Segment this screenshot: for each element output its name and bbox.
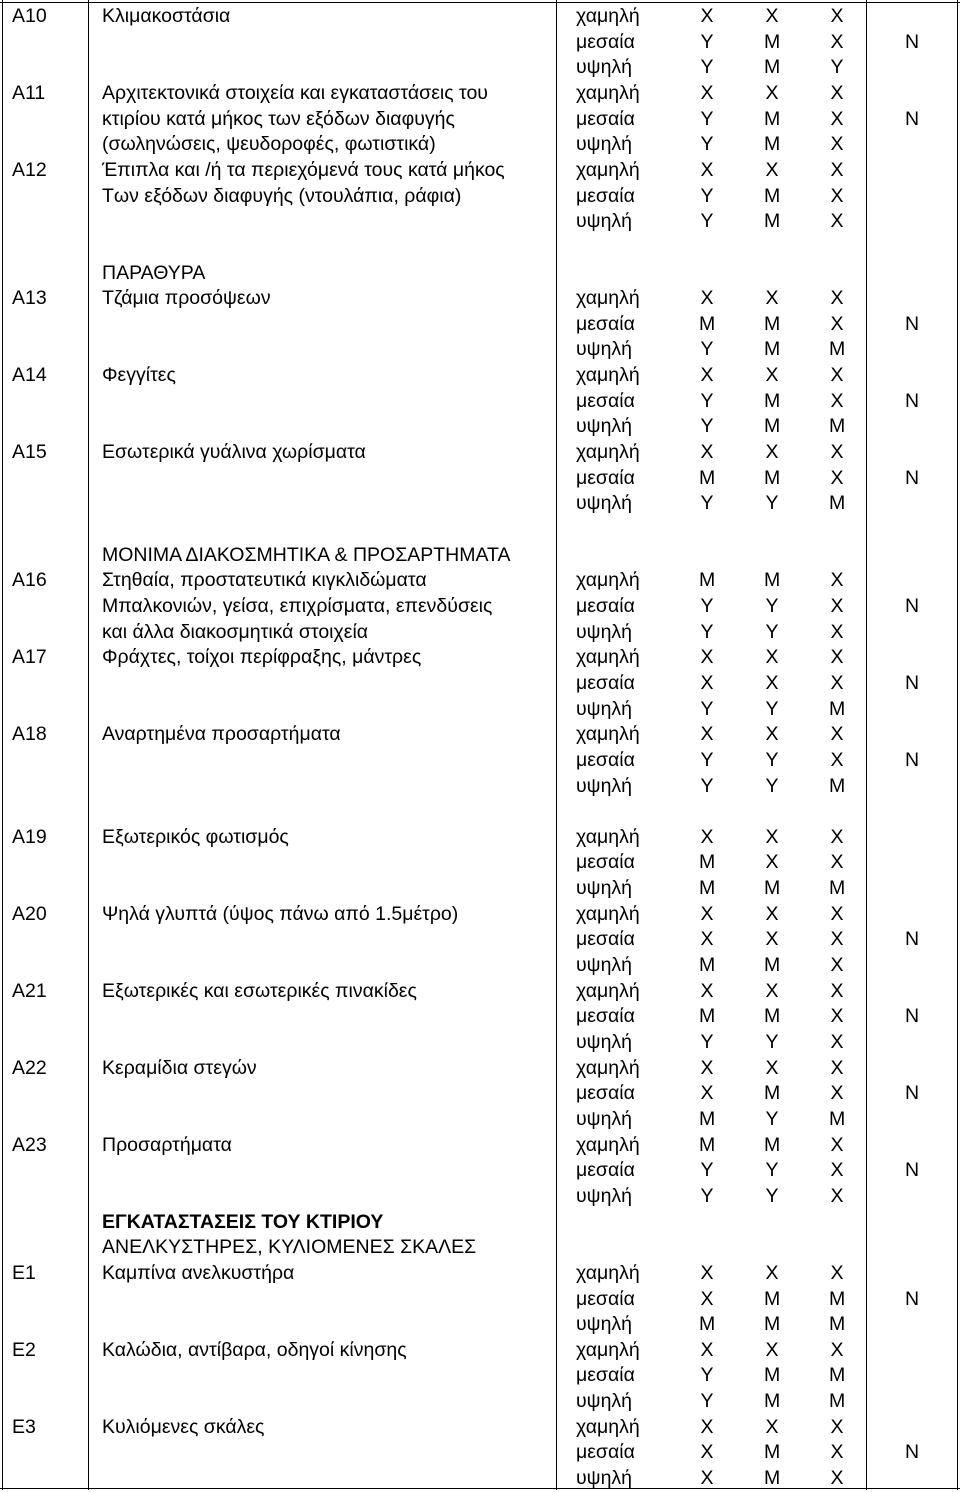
row-rating-1: X [700, 1261, 714, 1284]
row-rating-2: M [764, 210, 781, 233]
row-level: μεσαία [576, 1005, 635, 1028]
row-rating-2: M [764, 1287, 781, 1310]
row-rating-1: X [700, 825, 714, 848]
row-rating-2: X [765, 723, 779, 746]
row-rating-2: Y [765, 748, 779, 771]
row-level: υψηλή [576, 1107, 633, 1130]
row-rating-2: X [765, 364, 779, 387]
row-rating-2: X [765, 5, 779, 27]
row-rating-2: M [764, 184, 781, 207]
row-overall-rating: N [904, 1287, 920, 1310]
row-description: Τζάμια προσόψεων [102, 287, 271, 310]
row-level: υψηλή [576, 133, 633, 156]
row-level: μεσαία [576, 851, 635, 874]
row-rating-3: X [830, 1056, 844, 1079]
row-rating-3: M [829, 1107, 846, 1130]
row-code: E2 [12, 1338, 36, 1361]
row-rating-1: X [700, 979, 714, 1002]
row-rating-3: M [829, 1390, 846, 1413]
row-description: (σωληνώσεις, ψευδοροφές, φωτιστικά) [102, 133, 436, 156]
row-rating-3: X [830, 569, 844, 592]
row-rating-2: M [764, 56, 781, 79]
row-code: A21 [12, 979, 47, 1002]
row-level: μεσαία [576, 312, 635, 335]
row-level: χαμηλή [576, 902, 640, 925]
row-level: μεσαία [576, 389, 635, 412]
row-rating-2: Y [765, 594, 779, 617]
row-rating-2: X [765, 646, 779, 669]
row-rating-3: M [829, 415, 846, 438]
row-rating-2: M [764, 133, 781, 156]
row-rating-3: M [829, 1287, 846, 1310]
row-rating-1: Y [700, 620, 714, 643]
row-level: υψηλή [576, 697, 633, 720]
row-level: υψηλή [576, 774, 633, 797]
row-rating-3: X [830, 30, 844, 53]
row-rating-2: M [764, 877, 781, 900]
row-level: χαμηλή [576, 825, 640, 848]
row-rating-3: X [830, 954, 844, 977]
row-description: Κλιμακοστάσια [102, 5, 231, 27]
row-rating-3: X [830, 1184, 844, 1207]
row-rating-3: X [830, 1338, 844, 1361]
row-level: υψηλή [576, 56, 633, 79]
row-rating-2: Y [765, 1184, 779, 1207]
row-rating-2: M [764, 1005, 781, 1028]
row-overall-rating: N [904, 748, 920, 771]
row-rating-1: X [700, 1287, 714, 1310]
row-level: μεσαία [576, 184, 635, 207]
row-level: υψηλή [576, 338, 633, 361]
row-rating-1: M [699, 1133, 716, 1156]
row-rating-1: Y [700, 774, 714, 797]
row-rating-3: X [830, 594, 844, 617]
row-rating-2: M [764, 415, 781, 438]
row-description: και άλλα διακοσμητικά στοιχεία [102, 620, 369, 643]
row-level: χαμηλή [576, 569, 640, 592]
row-rating-1: Y [700, 697, 714, 720]
row-rating-2: M [764, 954, 781, 977]
row-rating-3: X [830, 210, 844, 233]
row-rating-1: X [700, 671, 714, 694]
row-overall-rating: N [904, 466, 920, 489]
row-rating-2: M [764, 312, 781, 335]
row-rating-2: X [765, 1056, 779, 1079]
row-rating-2: M [764, 1313, 781, 1336]
row-rating-3: M [829, 1364, 846, 1387]
row-level: υψηλή [576, 1390, 633, 1413]
row-description: ΕΓΚΑΤΑΣΤΑΣΕΙΣ ΤΟΥ ΚΤΙΡΙΟΥ [102, 1210, 384, 1233]
row-rating-3: X [830, 107, 844, 130]
row-rating-3: X [830, 1415, 844, 1438]
row-rating-3: M [829, 492, 846, 515]
row-rating-1: Y [700, 415, 714, 438]
row-rating-1: Y [700, 748, 714, 771]
row-description: Αρχιτεκτονικά στοιχεία και εγκαταστάσεις του [102, 81, 488, 104]
row-rating-3: X [830, 979, 844, 1002]
row-rating-3: X [830, 364, 844, 387]
row-code: A11 [12, 81, 46, 104]
row-level: υψηλή [576, 620, 633, 643]
row-rating-2: X [765, 1338, 779, 1361]
row-code: A18 [12, 723, 47, 746]
row-level: μεσαία [576, 466, 635, 489]
row-description: ΜΟΝΙΜΑ ΔΙΑΚΟΣΜΗΤΙΚΑ & ΠΡΟΣΑΡΤΗΜΑΤΑ [102, 543, 511, 566]
row-rating-1: X [700, 1056, 714, 1079]
row-level: μεσαία [576, 671, 635, 694]
row-level: μεσαία [576, 928, 635, 951]
row-rating-1: X [700, 364, 714, 387]
row-description: Φράχτες, τοίχοι περίφραξης, μάντρες [102, 646, 422, 669]
table-column-border [866, 0, 867, 1490]
row-rating-3: X [830, 133, 844, 156]
row-level: μεσαία [576, 1159, 635, 1182]
row-description: Φεγγίτες [102, 364, 176, 387]
row-rating-1: X [700, 1338, 714, 1361]
row-rating-1: Y [700, 1184, 714, 1207]
row-level: χαμηλή [576, 1133, 640, 1156]
row-rating-2: M [764, 338, 781, 361]
row-code: A19 [12, 825, 47, 848]
row-rating-3: X [830, 441, 844, 464]
row-rating-3: X [830, 1005, 844, 1028]
row-rating-1: X [700, 723, 714, 746]
row-rating-2: X [765, 928, 779, 951]
row-rating-1: M [699, 851, 716, 874]
row-code: E1 [12, 1261, 36, 1284]
row-rating-2: M [764, 1441, 781, 1464]
row-rating-2: X [765, 441, 779, 464]
row-description: Προσαρτήματα [102, 1133, 232, 1156]
row-level: υψηλή [576, 1031, 633, 1053]
row-description: Εξωτερικές και εσωτερικές πινακίδες [102, 979, 417, 1002]
row-rating-1: X [700, 5, 714, 27]
row-code: A23 [12, 1133, 47, 1156]
row-level: χαμηλή [576, 287, 640, 310]
row-overall-rating: N [904, 928, 920, 951]
row-level: χαμηλή [576, 441, 640, 464]
row-description: Μπαλκονιών, γείσα, επιχρίσματα, επενδύσεις [102, 594, 493, 617]
row-rating-1: M [699, 569, 716, 592]
row-rating-2: X [765, 1261, 779, 1284]
row-rating-3: X [830, 620, 844, 643]
row-code: A15 [12, 441, 47, 464]
row-level: χαμηλή [576, 1338, 640, 1361]
row-overall-rating: N [904, 1159, 920, 1182]
row-rating-3: M [829, 1313, 846, 1336]
row-rating-2: X [765, 81, 779, 104]
row-rating-2: X [765, 287, 779, 310]
row-rating-1: Y [700, 389, 714, 412]
row-rating-1: X [700, 287, 714, 310]
row-code: A13 [12, 287, 47, 310]
row-rating-2: M [764, 1390, 781, 1413]
row-rating-3: X [830, 748, 844, 771]
row-level: χαμηλή [576, 723, 640, 746]
row-level: μεσαία [576, 1082, 635, 1105]
row-rating-3: X [830, 1441, 844, 1464]
row-overall-rating: N [904, 1441, 920, 1464]
row-rating-3: M [829, 338, 846, 361]
row-rating-2: X [765, 979, 779, 1002]
row-rating-1: M [699, 877, 716, 900]
row-rating-1: X [700, 928, 714, 951]
row-code: A10 [12, 5, 47, 27]
row-rating-2: Y [765, 620, 779, 643]
row-level: μεσαία [576, 30, 635, 53]
row-rating-1: M [699, 954, 716, 977]
row-rating-2: M [764, 569, 781, 592]
row-rating-3: M [829, 697, 846, 720]
table-column-border [88, 0, 89, 1490]
row-rating-1: Y [700, 107, 714, 130]
row-rating-2: Y [765, 492, 779, 515]
row-rating-1: Y [700, 1364, 714, 1387]
row-description: Των εξόδων διαφυγής (ντουλάπια, ράφια) [102, 184, 462, 207]
row-overall-rating: N [904, 389, 920, 412]
row-rating-3: X [830, 1467, 844, 1490]
row-rating-2: M [764, 107, 781, 130]
row-level: υψηλή [576, 210, 633, 233]
row-rating-2: Y [765, 1031, 779, 1053]
row-description: Κεραμίδια στεγών [102, 1056, 257, 1079]
row-code: A17 [12, 646, 47, 669]
row-level: υψηλή [576, 1184, 633, 1207]
row-description: ΠΑΡΑΘΥΡΑ [102, 261, 206, 284]
row-rating-1: X [700, 902, 714, 925]
row-rating-3: X [830, 81, 844, 104]
row-rating-2: Y [765, 774, 779, 797]
row-rating-1: Y [700, 184, 714, 207]
row-rating-1: Y [700, 1159, 714, 1182]
row-description: ΑΝΕΛΚΥΣΤΗΡΕΣ, ΚΥΛΙΟΜΕΝΕΣ ΣΚΑΛΕΣ [102, 1236, 477, 1259]
row-description: Ψηλά γλυπτά (ύψος πάνω από 1.5μέτρο) [102, 902, 459, 925]
row-rating-3: M [829, 774, 846, 797]
table-column-border [957, 0, 958, 1490]
row-description: Αναρτημένα προσαρτήματα [102, 723, 341, 746]
row-rating-2: X [765, 825, 779, 848]
row-rating-3: X [830, 158, 844, 181]
row-rating-1: Y [700, 30, 714, 53]
row-level: υψηλή [576, 1467, 633, 1490]
row-code: A12 [12, 158, 47, 181]
row-rating-3: X [830, 928, 844, 951]
row-rating-1: Y [700, 133, 714, 156]
row-rating-2: M [764, 1133, 781, 1156]
row-overall-rating: N [904, 1005, 920, 1028]
row-level: χαμηλή [576, 1415, 640, 1438]
row-rating-3: X [830, 1082, 844, 1105]
row-rating-1: Y [700, 56, 714, 79]
row-description: Εσωτερικά γυάλινα χωρίσματα [102, 441, 366, 464]
row-rating-2: M [764, 1082, 781, 1105]
row-rating-1: M [699, 1313, 716, 1336]
row-rating-2: M [764, 1364, 781, 1387]
row-rating-2: M [764, 1467, 781, 1490]
row-rating-1: Y [700, 210, 714, 233]
row-rating-3: X [830, 1031, 844, 1053]
row-level: χαμηλή [576, 979, 640, 1002]
row-rating-1: M [699, 1107, 716, 1130]
row-level: μεσαία [576, 748, 635, 771]
row-level: χαμηλή [576, 1056, 640, 1079]
row-description: Εξωτερικός φωτισμός [102, 825, 289, 848]
row-rating-1: Y [700, 492, 714, 515]
row-rating-2: M [764, 466, 781, 489]
row-level: χαμηλή [576, 158, 640, 181]
row-rating-2: X [765, 671, 779, 694]
row-code: A14 [12, 364, 47, 387]
row-rating-3: X [830, 184, 844, 207]
row-code: E3 [12, 1415, 36, 1438]
row-rating-3: Y [830, 56, 844, 79]
table-row-border [0, 2, 960, 3]
row-overall-rating: N [904, 594, 920, 617]
row-rating-3: X [830, 1133, 844, 1156]
row-level: χαμηλή [576, 646, 640, 669]
row-description: Κυλιόμενες σκάλες [102, 1415, 265, 1438]
row-code: A22 [12, 1056, 47, 1079]
row-rating-1: X [700, 1082, 714, 1105]
row-rating-2: M [764, 389, 781, 412]
row-level: υψηλή [576, 415, 633, 438]
row-rating-3: X [830, 312, 844, 335]
table-row-border [0, 1488, 960, 1489]
row-level: μεσαία [576, 1441, 635, 1464]
row-rating-2: Y [765, 697, 779, 720]
row-rating-2: X [765, 851, 779, 874]
row-description: Έπιπλα και /ή τα περιεχόμενά τους κατά μήκος [102, 158, 505, 181]
table-column-border [556, 0, 557, 1490]
row-rating-3: X [830, 1261, 844, 1284]
row-rating-3: X [830, 466, 844, 489]
row-rating-2: Y [765, 1159, 779, 1182]
row-rating-1: X [700, 1441, 714, 1464]
row-level: μεσαία [576, 1287, 635, 1310]
row-rating-2: Y [765, 1107, 779, 1130]
row-rating-1: X [700, 1467, 714, 1490]
row-rating-3: X [830, 5, 844, 27]
row-rating-3: X [830, 902, 844, 925]
table-column-border [2, 0, 3, 1490]
row-rating-2: X [765, 158, 779, 181]
row-level: χαμηλή [576, 5, 640, 27]
row-overall-rating: N [904, 312, 920, 335]
row-description: Καλώδια, αντίβαρα, οδηγοί κίνησης [102, 1338, 407, 1361]
row-level: χαμηλή [576, 1261, 640, 1284]
row-rating-3: X [830, 646, 844, 669]
row-rating-3: X [830, 287, 844, 310]
row-rating-3: X [830, 671, 844, 694]
row-rating-1: Y [700, 1390, 714, 1413]
row-description: κτιρίου κατά μήκος των εξόδων διαφυγής [102, 107, 455, 130]
row-rating-1: X [700, 1415, 714, 1438]
row-level: χαμηλή [576, 364, 640, 387]
row-overall-rating: N [904, 30, 920, 53]
row-rating-1: M [699, 466, 716, 489]
row-level: χαμηλή [576, 81, 640, 104]
row-rating-3: M [829, 877, 846, 900]
row-rating-1: M [699, 1005, 716, 1028]
row-level: μεσαία [576, 107, 635, 130]
row-rating-2: X [765, 1415, 779, 1438]
row-rating-3: X [830, 825, 844, 848]
row-rating-3: X [830, 851, 844, 874]
row-rating-1: X [700, 441, 714, 464]
row-rating-1: X [700, 81, 714, 104]
row-description: Στηθαία, προστατευτικά κιγκλιδώματα [102, 569, 427, 592]
row-level: μεσαία [576, 594, 635, 617]
row-description: Καμπίνα ανελκυστήρα [102, 1261, 295, 1284]
row-overall-rating: N [904, 671, 920, 694]
row-rating-1: X [700, 646, 714, 669]
row-overall-rating: N [904, 1082, 920, 1105]
row-code: A20 [12, 902, 47, 925]
row-rating-3: X [830, 1159, 844, 1182]
row-overall-rating: N [904, 107, 920, 130]
row-rating-1: X [700, 158, 714, 181]
row-rating-1: Y [700, 594, 714, 617]
row-rating-3: X [830, 389, 844, 412]
row-rating-2: M [764, 30, 781, 53]
row-level: υψηλή [576, 1313, 633, 1336]
row-rating-2: X [765, 902, 779, 925]
row-level: υψηλή [576, 492, 633, 515]
row-rating-3: X [830, 723, 844, 746]
row-rating-1: Y [700, 1031, 714, 1053]
row-level: υψηλή [576, 954, 633, 977]
row-code: A16 [12, 569, 47, 592]
row-rating-1: Y [700, 338, 714, 361]
row-level: υψηλή [576, 877, 633, 900]
row-rating-1: M [699, 312, 716, 335]
row-level: μεσαία [576, 1364, 635, 1387]
